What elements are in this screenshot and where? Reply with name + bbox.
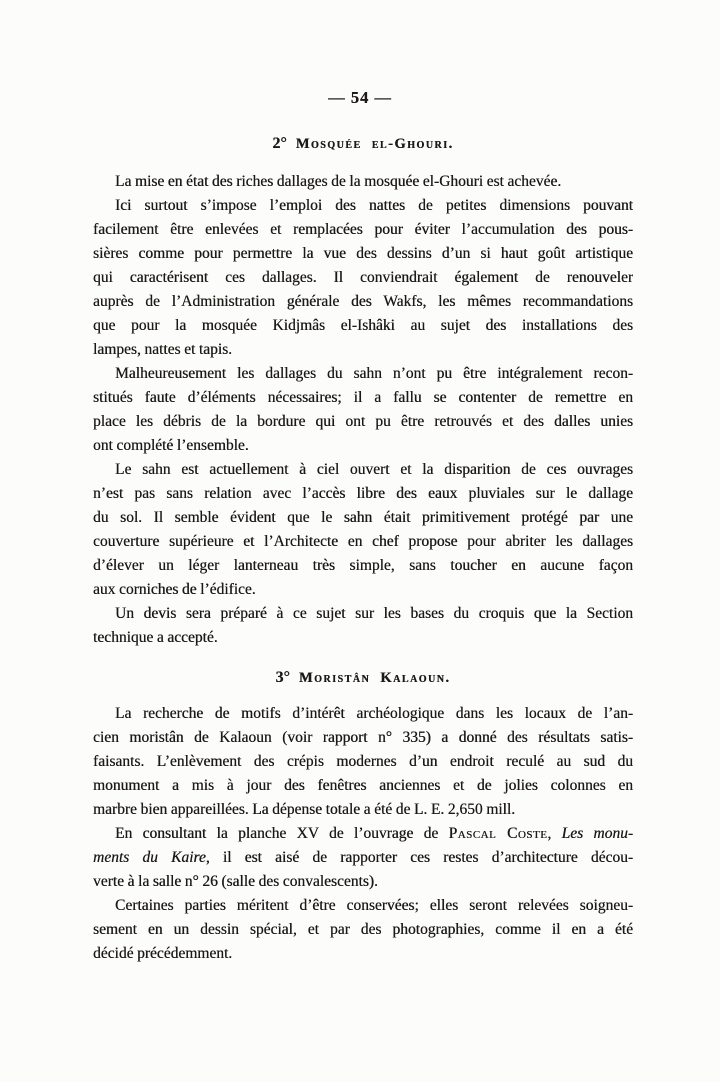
body-text: cien moristân de Kalaoun (voir rapport n° 335) a donné des résultats satis- bbox=[93, 729, 633, 746]
text-line bbox=[93, 506, 633, 530]
smallcaps-author-name: Pascal Coste bbox=[448, 825, 548, 842]
body-text: stitués faute d’éléments nécessaires; il a fallu se contenter de remettre en bbox=[93, 389, 633, 406]
body-text: lampes, nattes et tapis. bbox=[93, 341, 232, 358]
body-text: qui caractérisent ces dallages. Il conviendrait également de renouveler bbox=[93, 269, 633, 286]
body-text: marbre bien appareillées. La dépense totale a été de L. E. 2,650 mill. bbox=[93, 801, 516, 818]
text-line bbox=[93, 170, 633, 194]
text-line bbox=[93, 774, 633, 798]
text-line bbox=[93, 870, 633, 894]
body-text: décidé précédemment. bbox=[93, 945, 233, 962]
paragraph bbox=[93, 894, 633, 966]
body-text: La mise en état des riches dallages de la mosquée el-Ghouri est achevée. bbox=[115, 173, 562, 190]
text-line bbox=[93, 362, 633, 386]
text-line bbox=[93, 798, 633, 822]
text-line bbox=[93, 602, 633, 626]
body-text: place les débris de la bordure qui ont pu être retrouvés et des dalles unies bbox=[93, 413, 633, 430]
body-text: sement en un dessin spécial, et par des photographies, comme il en a été bbox=[93, 921, 633, 938]
text-line bbox=[93, 434, 633, 458]
text-line bbox=[93, 626, 633, 650]
text-line bbox=[93, 530, 633, 554]
body-text: facilement être enlevées et remplacées pour éviter l’accumulation des pous- bbox=[93, 221, 633, 238]
body-text: d’élever un léger lanterneau très simple, sans toucher en aucune façon bbox=[93, 557, 633, 574]
text-line bbox=[93, 194, 633, 218]
text-line bbox=[93, 410, 633, 434]
section-heading-2 bbox=[93, 668, 633, 688]
heading-title: Mosquée el-Ghouri. bbox=[295, 136, 454, 152]
heading-title: Moristân Kalaoun. bbox=[298, 670, 451, 686]
body-text: n’est pas sans relation avec l’accès libre des eaux pluviales sur le dallage bbox=[93, 485, 633, 502]
text-line bbox=[93, 386, 633, 410]
paragraph bbox=[93, 458, 633, 602]
text-line bbox=[93, 846, 633, 870]
paragraph bbox=[93, 170, 633, 194]
text-line bbox=[93, 702, 633, 726]
text-line bbox=[93, 266, 633, 290]
text-line bbox=[93, 578, 633, 602]
body-text: aux corniches de l’édifice. bbox=[93, 581, 256, 598]
italic-book-title: ments du Kaire bbox=[93, 849, 206, 866]
paragraph bbox=[93, 194, 633, 362]
heading-ordinal: 3° bbox=[275, 669, 290, 686]
text-line bbox=[93, 290, 633, 314]
body-text: Certaines parties méritent d’être conservées; elles seront relevées soigneu- bbox=[115, 897, 633, 914]
text-column bbox=[93, 134, 633, 966]
paragraph bbox=[93, 822, 633, 894]
body-text: Malheureusement les dallages du sahn n’ont pu être intégralement recon- bbox=[115, 365, 633, 382]
paragraph bbox=[93, 602, 633, 650]
text-line bbox=[93, 942, 633, 966]
body-text: La recherche de motifs d’intérêt archéologique dans les locaux de l’an- bbox=[115, 705, 633, 722]
text-line bbox=[93, 482, 633, 506]
body-text: monument a mis à jour des fenêtres anciennes et de jolies colonnes en bbox=[93, 777, 633, 794]
text-line bbox=[93, 554, 633, 578]
page-number: — 54 — bbox=[328, 88, 392, 107]
text-line bbox=[93, 750, 633, 774]
body-text: du sol. Il semble évident que le sahn était primitivement protégé par une bbox=[93, 509, 633, 526]
text-line bbox=[93, 338, 633, 362]
body-text: verte à la salle n° 26 (salle des convalescents). bbox=[93, 873, 378, 890]
text-line bbox=[93, 894, 633, 918]
body-text: couverture supérieure et l’Architecte en chef propose pour abriter les dallages bbox=[93, 533, 633, 550]
body-text: , bbox=[547, 825, 562, 842]
body-text: Le sahn est actuellement à ciel ouvert et la disparition de ces ouvrages bbox=[115, 461, 633, 478]
section-heading-1 bbox=[93, 134, 633, 154]
body-text: ont complété l’ensemble. bbox=[93, 437, 249, 454]
text-line bbox=[93, 822, 633, 846]
text-line bbox=[93, 242, 633, 266]
text-line bbox=[93, 218, 633, 242]
body-text: En consultant la planche XV de l’ouvrage de bbox=[115, 825, 449, 842]
paragraph bbox=[93, 362, 633, 458]
paragraph bbox=[93, 702, 633, 822]
text-line bbox=[93, 458, 633, 482]
italic-book-title: Les monu- bbox=[561, 825, 633, 842]
text-line bbox=[93, 314, 633, 338]
heading-ordinal: 2° bbox=[272, 135, 287, 152]
body-text: sières comme pour permettre la vue des dessins d’un si haut goût artistique bbox=[93, 245, 633, 262]
body-text: faisants. L’enlèvement des crépis modernes d’un endroit reculé au sud du bbox=[93, 753, 633, 770]
body-text: Ici surtout s’impose l’emploi des nattes de petites dimensions pouvant bbox=[115, 197, 633, 214]
body-text: que pour la mosquée Kidjmâs el-Ishâki au sujet des installations des bbox=[93, 317, 633, 334]
text-line bbox=[93, 918, 633, 942]
body-text: auprès de l’Administration générale des Wakfs, les mêmes recommandations bbox=[93, 293, 633, 310]
body-text: technique a accepté. bbox=[93, 629, 218, 646]
body-text: , il est aisé de rapporter ces restes d’architecture décou- bbox=[205, 849, 633, 866]
body-text: Un devis sera préparé à ce sujet sur les bases du croquis que la Section bbox=[115, 605, 633, 622]
text-line bbox=[93, 726, 633, 750]
